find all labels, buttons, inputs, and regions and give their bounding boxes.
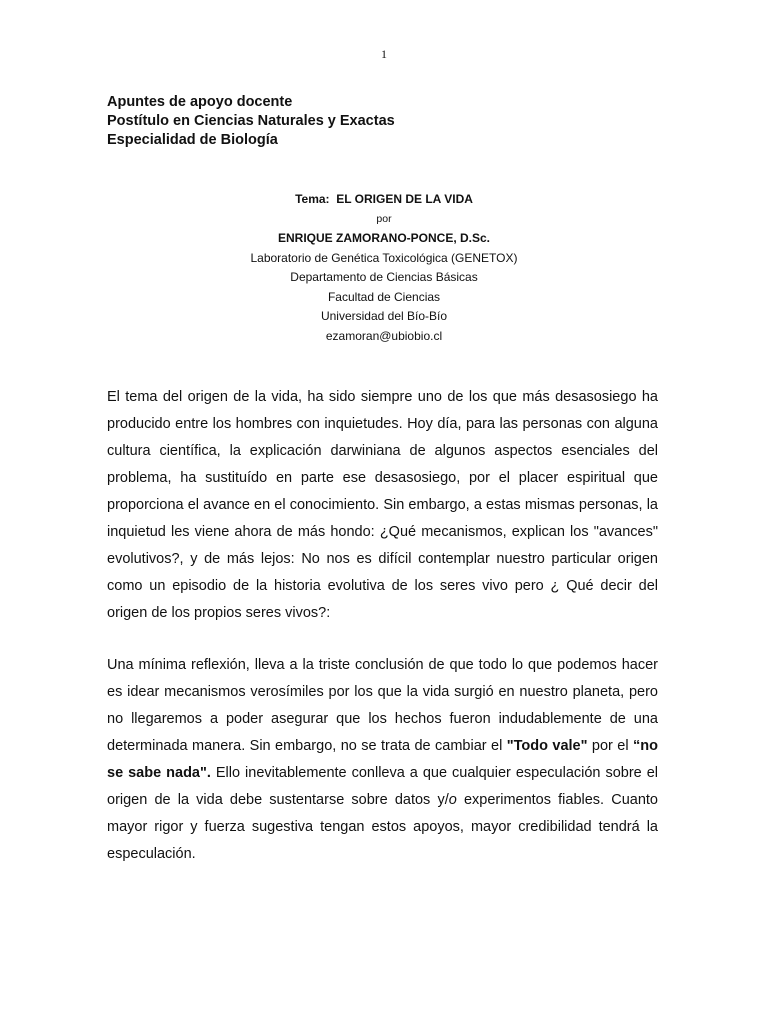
university-name: Universidad del Bío-Bío — [320, 309, 448, 323]
header-line-program: Postítulo en Ciencias Naturales y Exactas — [107, 113, 395, 129]
emphasis-no-se-sabe-nada: “no se sabe nada". — [107, 738, 658, 781]
paragraph-2-text-d: experimentos fiables. Cuanto mayor rigor y fuerza sugestiva tengan estos apoyos, mayor credibilidad tendrá la especulación. — [107, 792, 658, 862]
document-header — [107, 93, 395, 150]
paragraph-2-text-a: Una mínima reflexión, lleva a la triste conclusión de que todo lo que podemos hacer es idear mecanismos verosímiles por los que la vida surgió en nuestro planeta, pero no llegaremos a poder asegurar que los hechos fueron indudablemente de una determinada manera. Sin embargo, no se trata de cambiar el — [107, 657, 658, 754]
emphasis-todo-vale: "Todo vale" — [506, 738, 588, 754]
paragraph-1-text: El tema del origen de la vida, ha sido siempre uno de los que más desasosiego ha producido entre los hombres con inquietudes. Hoy día, para las personas con alguna cultura científica, la explicación darwiniana de algunos aspectos esenciales del problema, ha sustituído en parte ese desasosiego, por el placer espiritual que proporciona el avance en el conocimiento. Sin embargo, a estas mismas personas, la inquietud les viene ahora de más hondo: ¿Qué mecanismos, explican los "avances" evolutivos?, y de más lejos: No nos es difícil contemplar nuestro particular origen como un episodio de la historia evolutiva de los seres vivo pero ¿ Qué decir del origen de los propios seres vivos?: — [107, 389, 658, 621]
topic-title: EL ORIGEN DE LA VIDA — [336, 192, 473, 206]
by-line: por — [376, 212, 392, 225]
page-number: 1 — [381, 47, 387, 61]
topic-line — [0, 190, 768, 210]
title-block — [0, 190, 768, 346]
lab-name: Laboratorio de Genética Toxicológica (GENETOX) — [250, 250, 518, 265]
italic-o: o — [448, 792, 457, 808]
department-name: Departamento de Ciencias Básicas — [290, 270, 478, 284]
topic-label: Tema: — [295, 192, 330, 206]
body-paragraph-1 — [107, 384, 658, 627]
paragraph-2-text-b: por el — [587, 738, 634, 754]
author-name: ENRIQUE ZAMORANO-PONCE, D.Sc. — [277, 231, 490, 245]
body-paragraph-2 — [107, 652, 658, 868]
faculty-name: Facultad de Ciencias — [327, 289, 441, 304]
paragraph-2-text-c: Ello inevitablemente conlleva a que cualquier especulación sobre el origen de la vida debe sustentarse sobre datos y/ — [107, 765, 659, 808]
header-line-specialty: Especialidad de Biología — [107, 132, 278, 148]
header-line-course: Apuntes de apoyo docente — [107, 94, 293, 110]
author-email: ezamoran@ubiobio.cl — [325, 328, 443, 343]
